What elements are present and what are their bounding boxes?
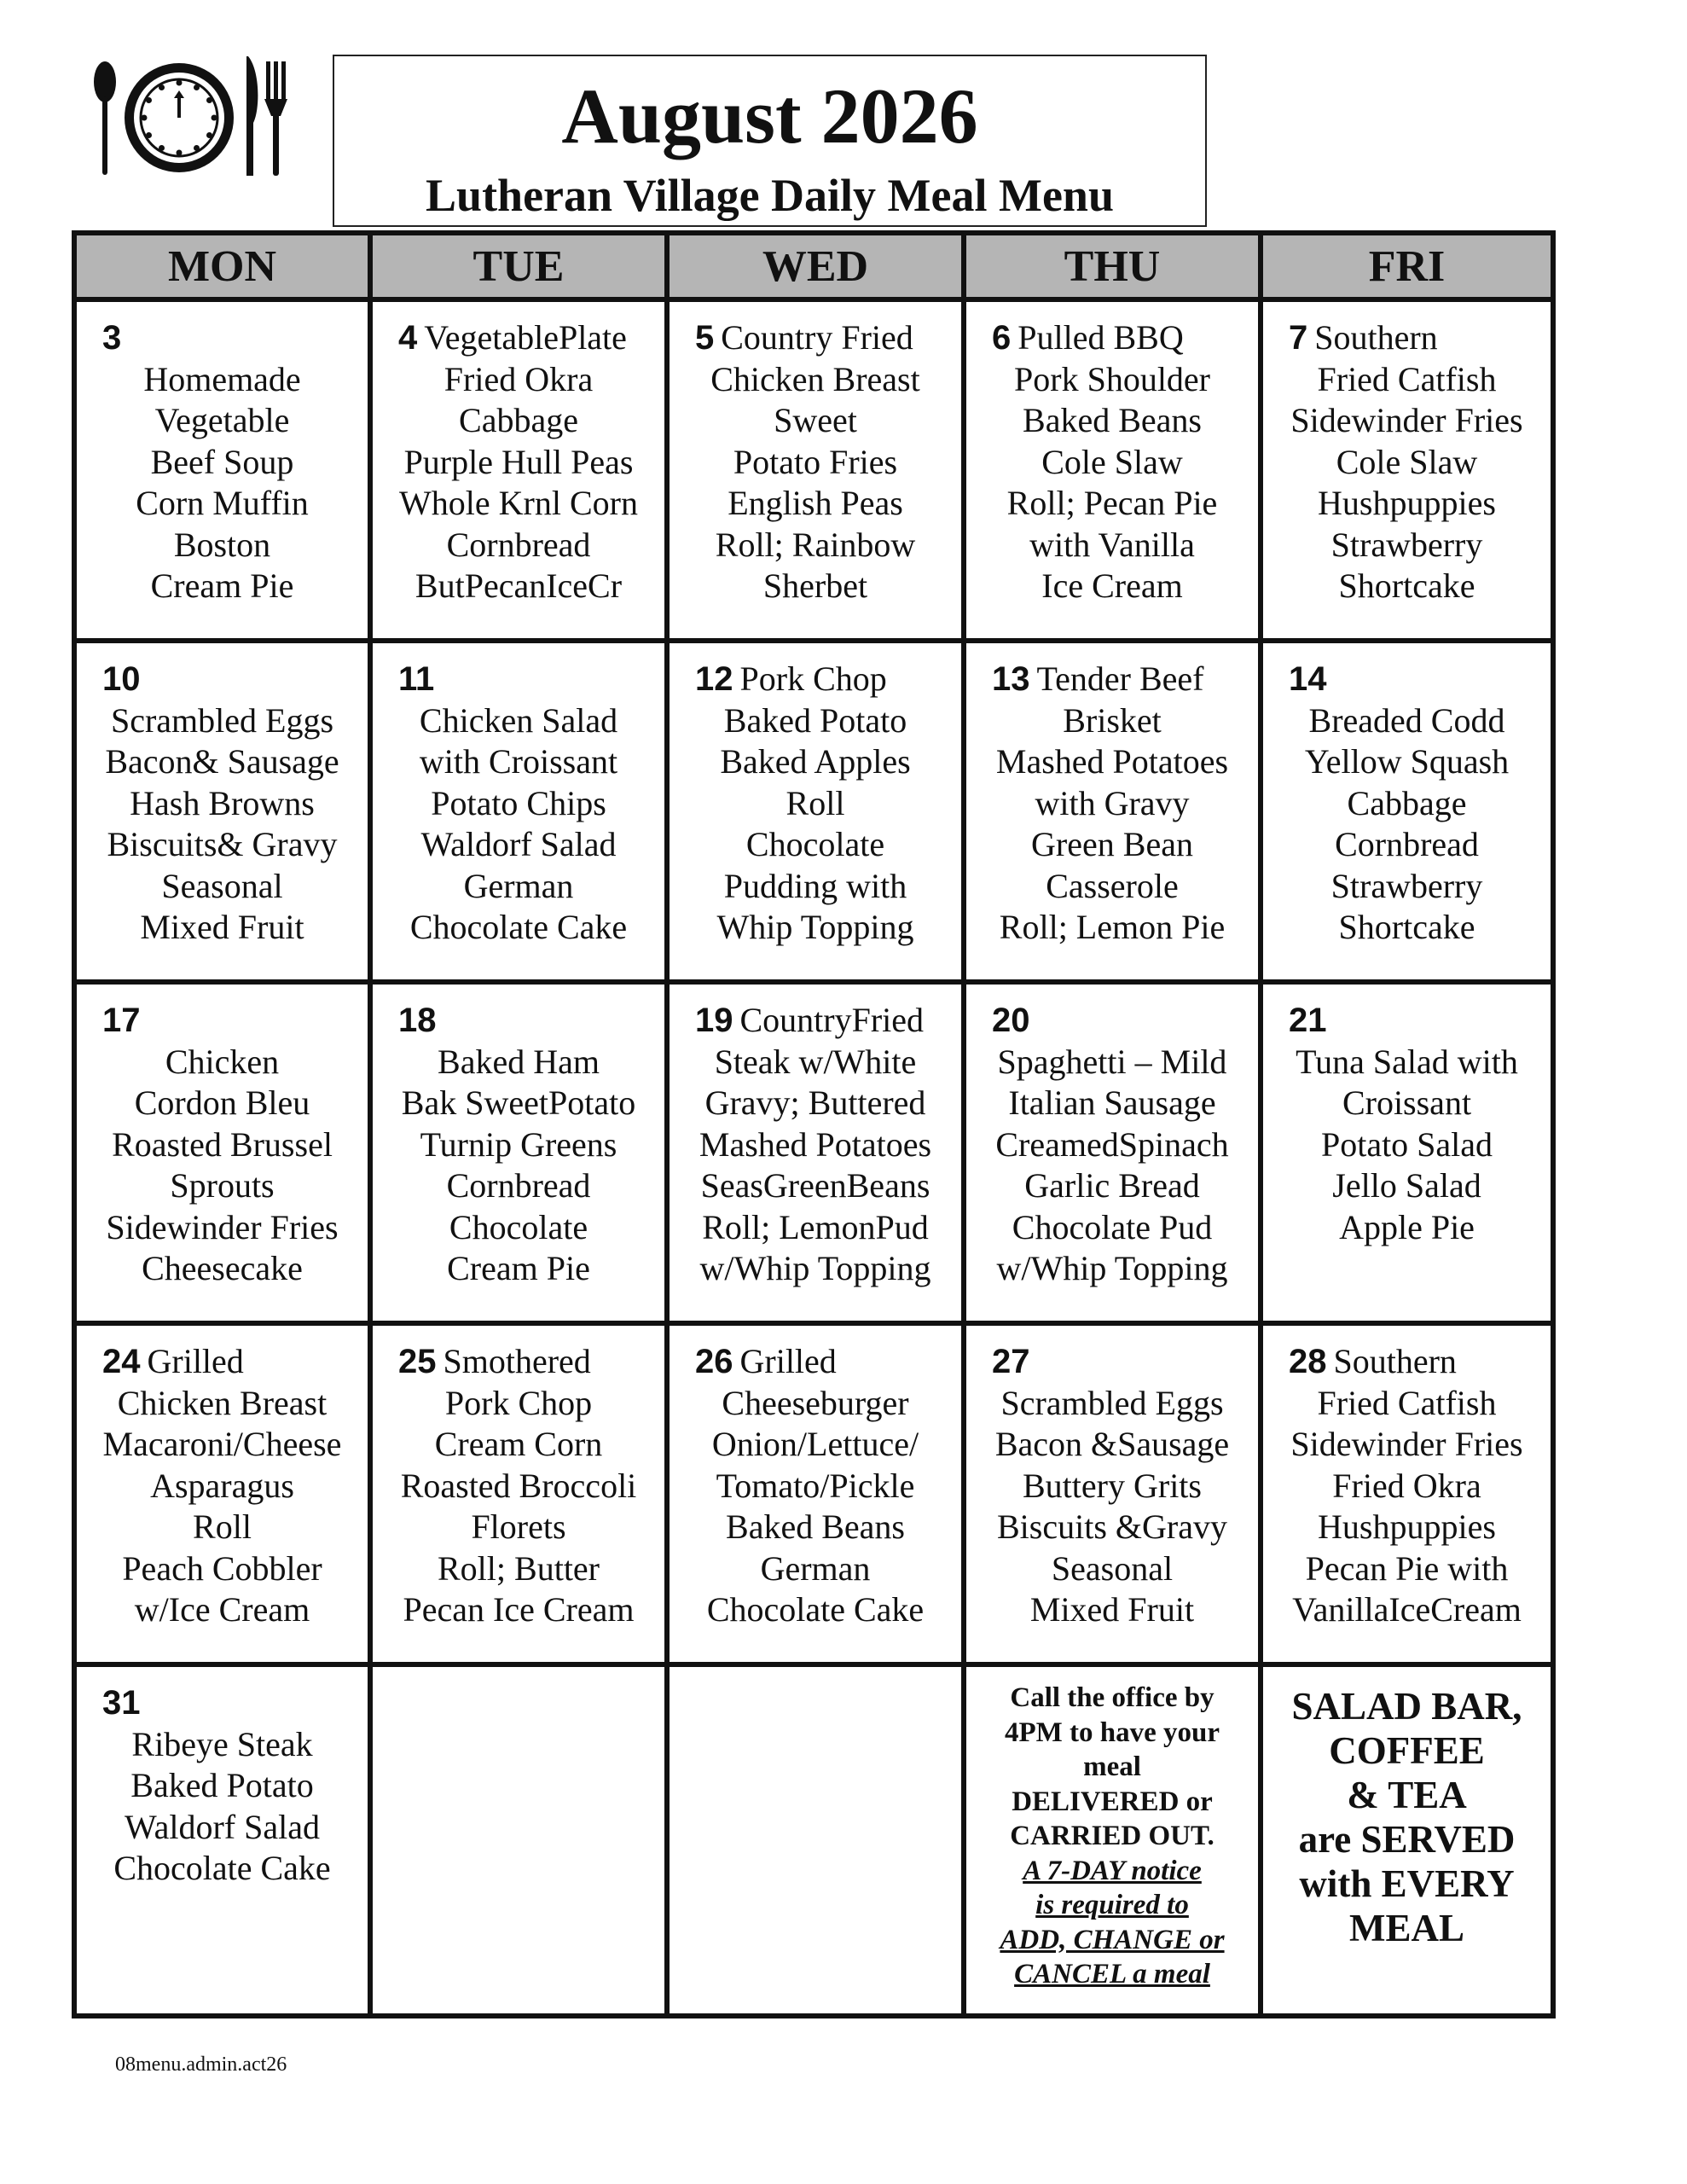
menu-item: Baked Potato: [723, 700, 907, 740]
menu-item: Pudding with: [723, 866, 907, 905]
menu-item: Homemade: [143, 359, 301, 398]
menu-item: Fried Okra: [443, 359, 594, 398]
menu-item: Sidewinder Fries: [1290, 401, 1523, 439]
menu-item: Boston: [173, 525, 271, 564]
weekday-header-fri: FRI: [1258, 230, 1556, 302]
menu-item: Cheesecake: [142, 1249, 303, 1287]
day-first-line: [676, 1000, 954, 1042]
salad-bar-notice: [1258, 1667, 1556, 2018]
menu-item: Roll; Lemon Pie: [999, 908, 1226, 946]
menu-item: Mixed Fruit: [1029, 1590, 1195, 1629]
menu-item: Roll: [786, 783, 845, 822]
menu-item: Hushpuppies: [1318, 484, 1496, 522]
day-first-line: [84, 659, 361, 700]
menu-item: Ice Cream: [1041, 566, 1183, 605]
spoon-icon: [94, 61, 116, 175]
day-first-line: [973, 317, 1251, 359]
notice-emphasis-line: CANCEL a meal: [1014, 1959, 1210, 1989]
menu-item: Breaded Codd: [1308, 700, 1505, 740]
menu-item: Hash Browns: [130, 783, 315, 822]
day-cell: [72, 985, 368, 1326]
menu-item: Sprouts: [170, 1166, 275, 1205]
day-number: 21: [1289, 1002, 1327, 1039]
menu-item: with Vanilla: [1029, 525, 1195, 564]
menu-item: Asparagus: [150, 1466, 294, 1505]
menu-item: Roll; Pecan Pie: [1006, 484, 1218, 522]
menu-item: Mixed Fruit: [140, 908, 304, 946]
menu-item: Whip Topping: [716, 908, 914, 946]
day-first-line: [973, 1000, 1251, 1042]
menu-item: Fried Catfish: [1317, 359, 1497, 398]
day-cell: [664, 985, 961, 1326]
menu-item: Spaghetti – Mild: [997, 1042, 1227, 1081]
day-first-line: [1270, 1000, 1544, 1042]
menu-item: Cole Slaw: [1041, 442, 1183, 481]
menu-item: Tender Beef: [1036, 659, 1204, 698]
menu-item: Corn Muffin: [136, 484, 309, 522]
menu-item: Grilled: [147, 1342, 244, 1380]
day-first-line: [1270, 659, 1544, 700]
menu-item: Bacon& Sausage: [105, 742, 339, 781]
menu-item: English Peas: [728, 484, 903, 522]
notice-emphasis-line: A 7-DAY notice: [1023, 1855, 1202, 1886]
day-number: 17: [102, 1002, 141, 1039]
plate-and-cutlery-logo: [90, 49, 303, 182]
weekday-header-thu: THU: [961, 230, 1258, 302]
day-number: 12: [695, 660, 733, 698]
menu-item: Biscuits &Gravy: [997, 1507, 1227, 1546]
served-line: with EVERY: [1299, 1862, 1515, 1905]
menu-item: SeasGreenBeans: [700, 1166, 930, 1205]
menu-item: Fried Catfish: [1317, 1383, 1497, 1422]
menu-item: Beef Soup: [150, 442, 294, 481]
menu-item: Baked Ham: [438, 1042, 600, 1081]
menu-item: Cream Corn: [434, 1425, 603, 1463]
menu-item: Roll; Butter: [438, 1548, 600, 1588]
menu-item: Brisket: [1063, 700, 1162, 740]
menu-item: Casserole: [1046, 866, 1179, 905]
menu-item: Yellow Squash: [1304, 742, 1510, 781]
day-number: 14: [1289, 660, 1327, 698]
notice-line: Call the office by: [1010, 1682, 1215, 1713]
day-cell: [961, 1326, 1258, 1667]
day-number: 24: [102, 1343, 141, 1380]
menu-item: Tuna Salad with: [1296, 1042, 1518, 1081]
day-cell: [961, 643, 1258, 985]
notice-emphasis-line: ADD, CHANGE or: [1000, 1924, 1225, 1955]
menu-item: Purple Hull Peas: [403, 442, 634, 481]
menu-item: Scrambled Eggs: [110, 700, 334, 740]
menu-item: Shortcake: [1338, 908, 1475, 946]
day-first-line: [380, 659, 658, 700]
menu-item: Chicken Breast: [710, 359, 920, 398]
page-title: August 2026: [561, 73, 978, 160]
empty-day-cell: [368, 1667, 664, 2018]
day-cell: [368, 643, 664, 985]
menu-item: Seasonal: [161, 866, 283, 905]
menu-item: Strawberry: [1330, 866, 1483, 905]
menu-item: Waldorf Salad: [420, 825, 617, 863]
day-first-line: [380, 1000, 658, 1042]
menu-item: Bak SweetPotato: [401, 1083, 636, 1122]
menu-item: Potato Fries: [733, 442, 898, 481]
day-number: 31: [102, 1684, 141, 1722]
menu-item: Pulled BBQ: [1017, 318, 1184, 357]
clock-plate-icon: [125, 63, 234, 172]
menu-item: Hushpuppies: [1318, 1507, 1496, 1546]
day-first-line: [1270, 1341, 1544, 1383]
day-first-line: [1270, 317, 1544, 359]
menu-item: Pork Shoulder: [1014, 359, 1210, 398]
day-cell: [368, 1326, 664, 1667]
day-first-line: [676, 1341, 954, 1383]
menu-item: Chocolate: [745, 825, 885, 863]
menu-item: Cheeseburger: [722, 1383, 909, 1422]
day-first-line: [973, 659, 1251, 700]
menu-item: Chicken Salad: [419, 700, 618, 740]
menu-item: Chocolate Cake: [706, 1590, 925, 1629]
day-number: 20: [992, 1002, 1030, 1039]
menu-item: Pork Chop: [444, 1383, 593, 1422]
menu-item: Sweet: [774, 401, 857, 439]
menu-item: w/Whip Topping: [699, 1249, 931, 1287]
menu-item: Cornbread: [446, 1166, 591, 1205]
menu-item: Florets: [471, 1507, 566, 1546]
menu-item: Mashed Potatoes: [699, 1124, 932, 1164]
menu-item: Pecan Ice Cream: [403, 1590, 635, 1629]
day-cell: [664, 302, 961, 643]
menu-item: Southern: [1333, 1342, 1457, 1380]
day-number: 27: [992, 1343, 1030, 1380]
day-cell: [1258, 1326, 1556, 1667]
day-number: 3: [102, 319, 122, 357]
menu-item: Southern: [1314, 318, 1438, 357]
menu-item: Roll; LemonPud: [702, 1207, 929, 1246]
menu-item: Country Fried: [721, 318, 913, 357]
day-number: 25: [398, 1343, 437, 1380]
day-first-line: [676, 317, 954, 359]
day-number: 10: [102, 660, 141, 698]
menu-item: Cabbage: [459, 401, 578, 439]
day-number: 28: [1289, 1343, 1327, 1380]
weekday-header-mon: MON: [72, 230, 368, 302]
menu-item: Cabbage: [1347, 783, 1467, 822]
menu-item: ButPecanIceCr: [415, 566, 623, 605]
menu-item: CountryFried: [739, 1001, 925, 1039]
title-box: [333, 55, 1207, 227]
menu-item: Roll: [193, 1507, 252, 1546]
day-first-line: [84, 1682, 361, 1724]
menu-item: Cream Pie: [447, 1249, 590, 1287]
weekday-header-tue: TUE: [368, 230, 664, 302]
page-subtitle: Lutheran Village Daily Meal Menu: [426, 170, 1114, 221]
menu-item: Peach Cobbler: [122, 1548, 322, 1588]
day-first-line: [973, 1341, 1251, 1383]
day-number: 19: [695, 1002, 733, 1039]
weekday-header-wed: WED: [664, 230, 961, 302]
menu-item: Ribeye Steak: [131, 1724, 313, 1763]
menu-item: Gravy; Buttered: [704, 1083, 926, 1122]
notice-emphasis-line: is required to: [1035, 1890, 1189, 1920]
menu-item: Chocolate Cake: [113, 1849, 331, 1887]
menu-item: Bacon &Sausage: [994, 1425, 1230, 1463]
notice-line: DELIVERED or: [1012, 1786, 1213, 1817]
day-cell: [1258, 643, 1556, 985]
menu-item: German: [463, 866, 574, 905]
menu-item: Chocolate: [449, 1207, 588, 1246]
notice-line: CARRIED OUT.: [1010, 1821, 1215, 1851]
menu-item: Chicken Breast: [117, 1383, 328, 1422]
menu-item: Vegetable: [154, 401, 290, 439]
day-cell: [368, 985, 664, 1326]
menu-item: w/Whip Topping: [996, 1249, 1228, 1287]
day-cell: [1258, 985, 1556, 1326]
day-first-line: [676, 659, 954, 700]
menu-item: Italian Sausage: [1008, 1083, 1216, 1122]
menu-item: Steak w/White: [714, 1042, 917, 1081]
menu-item: Baked Apples: [720, 742, 911, 781]
menu-item: w/Ice Cream: [134, 1590, 310, 1629]
day-first-line: [380, 317, 658, 359]
menu-item: Chicken: [165, 1042, 280, 1081]
fork-icon: [264, 61, 287, 176]
notice-line: meal: [1083, 1751, 1141, 1782]
menu-item: Strawberry: [1330, 525, 1483, 564]
day-first-line: [84, 317, 361, 359]
served-line: MEAL: [1349, 1907, 1464, 1949]
menu-item: Apple Pie: [1339, 1207, 1475, 1246]
day-cell: [664, 1326, 961, 1667]
menu-item: Smothered: [443, 1342, 591, 1380]
day-cell: [664, 643, 961, 985]
menu-item: Whole Krnl Corn: [399, 484, 638, 522]
menu-item: Waldorf Salad: [125, 1807, 320, 1846]
menu-item: Green Bean: [1031, 825, 1193, 863]
day-first-line: [380, 1341, 658, 1383]
menu-item: Potato Salad: [1320, 1124, 1493, 1164]
menu-item: VanillaIceCream: [1292, 1590, 1522, 1629]
menu-item: with Gravy: [1035, 783, 1190, 822]
menu-item: Sidewinder Fries: [106, 1207, 339, 1246]
menu-item: Jello Salad: [1332, 1166, 1481, 1205]
day-cell: [72, 1667, 368, 2018]
menu-item: Cream Pie: [150, 566, 294, 605]
menu-item: Croissant: [1342, 1083, 1472, 1122]
knife-icon: [246, 56, 258, 176]
day-first-line: [84, 1000, 361, 1042]
menu-item: with Croissant: [419, 742, 618, 781]
menu-item: Onion/Lettuce/: [711, 1425, 919, 1463]
menu-item: Grilled: [739, 1342, 837, 1380]
menu-item: CreamedSpinach: [995, 1124, 1229, 1164]
day-number: 26: [695, 1343, 733, 1380]
day-first-line: [84, 1341, 361, 1383]
menu-item: Sherbet: [762, 566, 868, 605]
notice-line: 4PM to have your: [1004, 1716, 1220, 1748]
menu-item: Cole Slaw: [1336, 442, 1478, 481]
menu-item: VegetablePlate: [424, 318, 627, 357]
menu-item: Chocolate Cake: [409, 908, 628, 946]
day-number: 18: [398, 1002, 437, 1039]
day-cell: [1258, 302, 1556, 643]
menu-item: Roasted Brussel: [112, 1124, 333, 1164]
day-cell: [368, 302, 664, 643]
menu-item: Cordon Bleu: [134, 1083, 310, 1122]
served-line: are SERVED: [1298, 1818, 1516, 1861]
menu-item: Cornbread: [1335, 825, 1479, 863]
served-line: COFFEE: [1329, 1729, 1485, 1772]
day-cell: [72, 1326, 368, 1667]
menu-item: Tomato/Pickle: [716, 1466, 915, 1505]
menu-item: Chocolate Pud: [1012, 1207, 1213, 1246]
menu-item: Turnip Greens: [420, 1124, 617, 1164]
served-line: & TEA: [1347, 1774, 1467, 1816]
menu-item: German: [760, 1548, 871, 1588]
menu-item: Macaroni/Cheese: [102, 1425, 342, 1463]
served-line: SALAD BAR,: [1291, 1685, 1522, 1728]
day-cell: [961, 985, 1258, 1326]
day-cell: [72, 643, 368, 985]
delivery-notice: [961, 1667, 1258, 2018]
day-number: 11: [398, 660, 435, 698]
day-number: 7: [1289, 319, 1308, 357]
menu-item: Roasted Broccoli: [400, 1466, 637, 1505]
menu-item: Biscuits& Gravy: [107, 825, 338, 863]
menu-item: Buttery Grits: [1023, 1466, 1202, 1505]
day-number: 4: [398, 319, 418, 357]
menu-item: Shortcake: [1338, 566, 1475, 605]
menu-item: Sidewinder Fries: [1290, 1425, 1523, 1463]
menu-item: Pecan Pie with: [1305, 1548, 1509, 1588]
menu-item: Seasonal: [1051, 1548, 1174, 1588]
menu-item: Fried Okra: [1332, 1466, 1481, 1505]
menu-item: Baked Potato: [130, 1766, 314, 1804]
menu-item: Mashed Potatoes: [995, 742, 1229, 781]
menu-calendar: [72, 230, 1556, 2018]
menu-item: Pork Chop: [739, 659, 887, 698]
menu-item: Roll; Rainbow: [715, 525, 916, 564]
day-number: 13: [992, 660, 1030, 698]
menu-item: Garlic Bread: [1024, 1166, 1200, 1205]
menu-item: Cornbread: [446, 525, 591, 564]
menu-item: Potato Chips: [431, 783, 606, 822]
footer-code: 08menu.admin.act26: [115, 2053, 287, 2076]
day-number: 5: [695, 319, 715, 357]
day-number: 6: [992, 319, 1012, 357]
day-cell: [72, 302, 368, 643]
menu-item: Scrambled Eggs: [1000, 1383, 1224, 1422]
empty-day-cell: [664, 1667, 961, 2018]
day-cell: [961, 302, 1258, 643]
menu-item: Baked Beans: [1023, 401, 1202, 439]
menu-item: Baked Beans: [726, 1507, 905, 1546]
